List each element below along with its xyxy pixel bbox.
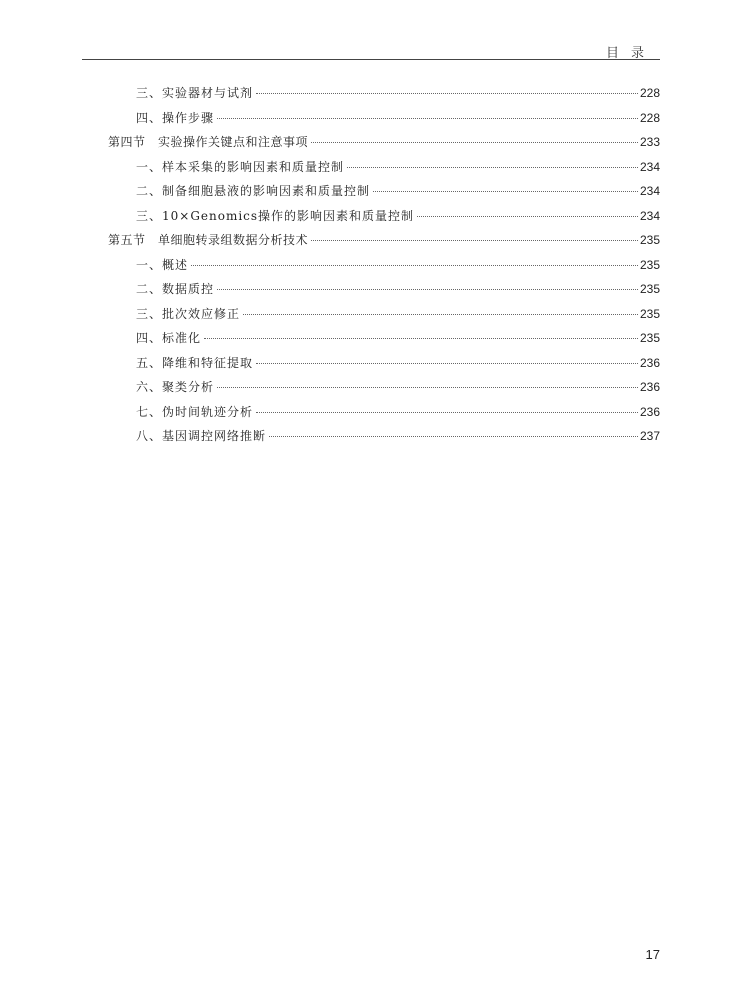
dot-leader [217,288,638,290]
dot-leader [269,435,638,437]
toc-entry-title: 一、概述 [136,257,189,272]
dot-leader [256,411,638,413]
toc-subsection-entry [136,182,660,200]
toc-subsection-entry [136,354,660,372]
toc-entry-title: 六、聚类分析 [136,380,215,394]
toc-entry-page: 235 [639,282,660,296]
dot-leader [373,190,638,192]
toc-entry-title: 七、伪时间轨迹分析 [136,404,254,419]
running-head-title: 目录 [605,46,656,61]
dot-leader [217,386,638,388]
toc-subsection-entry [136,305,660,323]
toc-entry-title: 第五节 单细胞转录组数据分析技术 [108,233,309,247]
toc-subsection-entry [136,158,660,176]
dot-leader [311,239,638,241]
dot-leader [256,362,638,364]
toc-entry-title: 第四节 实验操作关键点和注意事项 [108,135,309,149]
toc-entry-page: 234 [639,159,660,174]
dot-leader [191,264,638,266]
running-head [82,38,660,60]
dot-leader [311,141,638,143]
dot-leader [204,337,638,339]
toc-entry-title: 三、批次效应修正 [136,306,241,321]
toc-entry-page: 237 [639,429,660,443]
toc-entry-title: 四、操作步骤 [136,110,215,125]
dot-leader [417,215,638,217]
toc-entry-page: 228 [639,110,660,125]
toc-section-entry [108,231,660,249]
toc-entry-title: 三、10×Genomics操作的影响因素和质量控制 [136,208,415,223]
toc-subsection-entry [136,84,660,102]
toc-entry-page: 233 [639,135,660,149]
toc-section-entry [108,133,660,151]
toc-subsection-entry [136,403,660,421]
toc-entry-page: 236 [639,404,660,419]
toc-entry-page: 228 [639,86,660,100]
toc-entry-title: 二、制备细胞悬液的影响因素和质量控制 [136,184,371,198]
toc-entry-page: 236 [639,355,660,370]
toc-entry-title: 八、基因调控网络推断 [136,429,267,443]
toc-subsection-entry [136,280,660,298]
toc-entry-page: 235 [639,331,660,345]
dot-leader [243,313,638,315]
toc-entry-page: 234 [639,208,660,223]
toc-entry-page: 235 [639,233,660,247]
toc-entry-page: 236 [639,380,660,394]
toc-entry-title: 五、降维和特征提取 [136,355,254,370]
toc-subsection-entry [136,109,660,127]
toc-subsection-entry [136,256,660,274]
toc-subsection-entry [136,427,660,445]
toc-subsection-entry [136,378,660,396]
dot-leader [347,166,638,168]
dot-leader [217,117,638,119]
page-number: 17 [645,947,660,962]
toc-entry-title: 四、标准化 [136,331,202,345]
toc-entry-title: 一、样本采集的影响因素和质量控制 [136,159,345,174]
dot-leader [256,92,638,94]
toc-entry-title: 三、实验器材与试剂 [136,86,254,100]
toc-entry-page: 235 [639,257,660,272]
toc-subsection-entry [136,207,660,225]
toc-subsection-entry [136,329,660,347]
toc-entry-title: 二、数据质控 [136,282,215,296]
toc-entry-page: 234 [639,184,660,198]
toc-entry-page: 235 [639,306,660,321]
